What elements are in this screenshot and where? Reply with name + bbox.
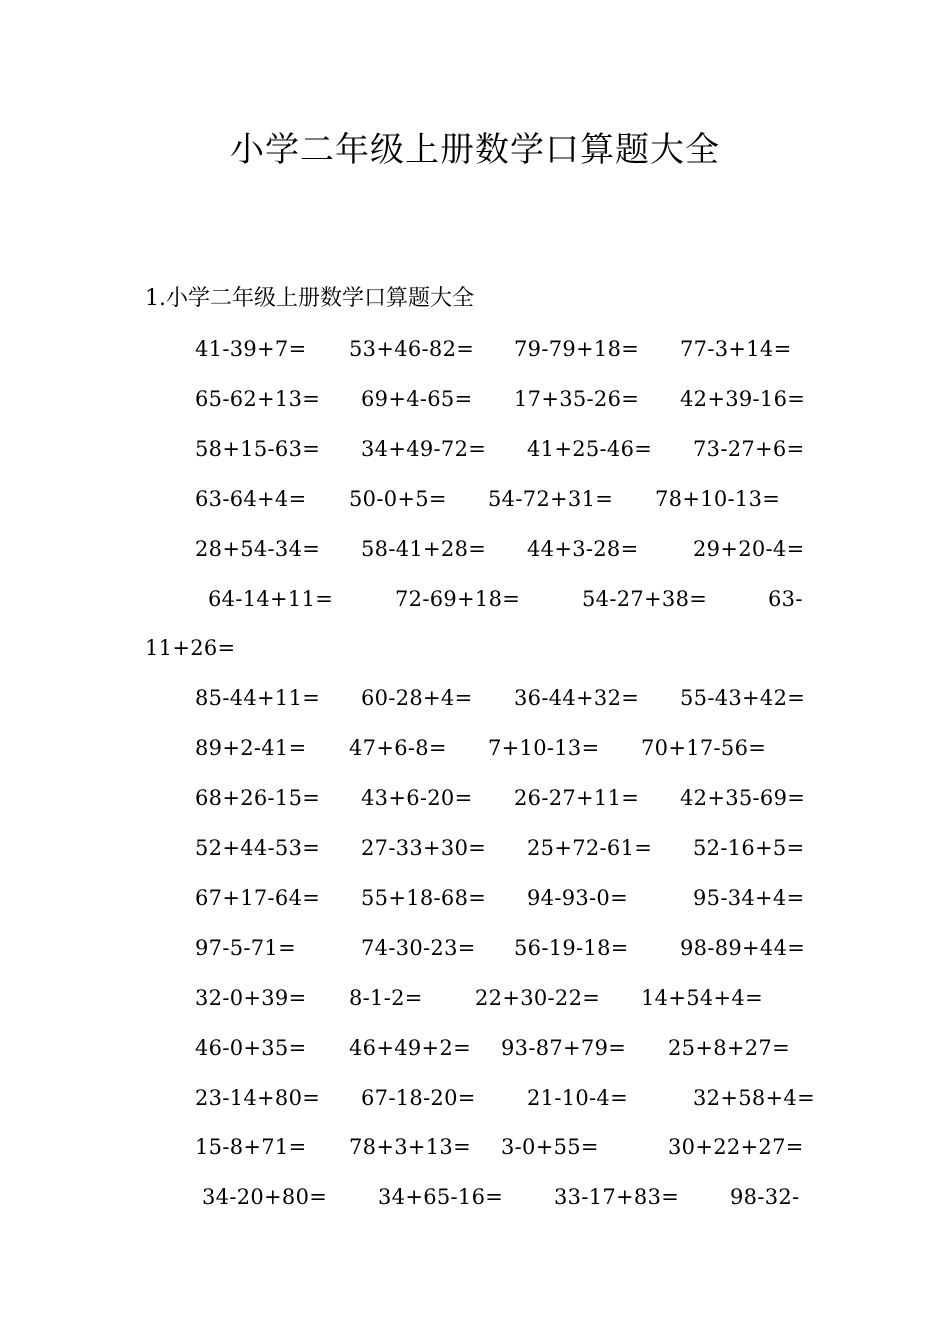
problem-item: 27-33+30= xyxy=(361,836,487,860)
problem-row xyxy=(0,333,950,365)
page-title: 小学二年级上册数学口算题大全 xyxy=(230,130,720,170)
problem-item: 26-27+11= xyxy=(514,786,640,811)
problem-row xyxy=(0,882,950,914)
problem-item: 68+26-15= xyxy=(195,786,321,811)
problem-row xyxy=(0,682,950,714)
problem-item: 34+65-16= xyxy=(378,1185,504,1210)
problem-item: 72-69+18= xyxy=(395,586,521,611)
problem-item: 79-79+18= xyxy=(514,337,640,361)
problem-item: 52+44-53= xyxy=(195,836,321,860)
problem-item: 34+49-72= xyxy=(361,436,487,461)
problem-item: 60-28+4= xyxy=(361,686,473,711)
problem-row xyxy=(0,483,950,515)
problem-item: 33-17+83= xyxy=(554,1185,680,1210)
problem-item: 73-27+6= xyxy=(693,436,805,461)
problem-item: 78+10-13= xyxy=(655,486,781,511)
problem-item: 42+35-69= xyxy=(680,786,806,811)
problem-row xyxy=(0,1131,950,1163)
problem-row xyxy=(0,533,950,565)
problem-item: 58-41+28= xyxy=(361,536,487,561)
problem-item: 53+46-82= xyxy=(349,337,475,361)
problem-item: 55-43+42= xyxy=(680,686,806,711)
problem-item: 63- xyxy=(768,586,803,611)
problem-item: 23-14+80= xyxy=(195,1085,321,1110)
problem-item: 70+17-56= xyxy=(641,736,767,761)
problem-item: 69+4-65= xyxy=(361,386,473,411)
problem-row xyxy=(0,732,950,764)
problem-row xyxy=(0,383,950,415)
problem-item: 43+6-20= xyxy=(361,786,473,811)
problem-item: 42+39-16= xyxy=(680,386,806,411)
problem-item: 46+49+2= xyxy=(349,1035,471,1060)
problem-row xyxy=(0,832,950,864)
problem-item: 98-32- xyxy=(730,1185,800,1210)
problem-item: 89+2-41= xyxy=(195,736,307,761)
problem-row xyxy=(0,583,950,615)
problem-item: 63-64+4= xyxy=(195,486,307,511)
problem-item: 30+22+27= xyxy=(668,1135,804,1160)
problem-item: 64-14+11= xyxy=(208,586,334,611)
problem-item: 21-10-4= xyxy=(527,1085,628,1110)
problem-item: 32+58+4= xyxy=(693,1085,815,1110)
problem-row xyxy=(0,782,950,814)
problem-item: 34-20+80= xyxy=(202,1185,328,1210)
problem-item: 36-44+32= xyxy=(514,686,640,711)
problem-row xyxy=(0,632,950,664)
problem-item: 94-93-0= xyxy=(527,885,628,910)
problem-item: 98-89+44= xyxy=(680,935,806,960)
problem-item: 54-27+38= xyxy=(582,586,708,611)
problem-item: 85-44+11= xyxy=(195,686,321,711)
problem-row xyxy=(0,932,950,964)
problem-item: 32-0+39= xyxy=(195,985,307,1010)
problem-item: 29+20-4= xyxy=(693,536,805,561)
problem-item: 44+3-28= xyxy=(527,536,639,561)
problem-row xyxy=(0,1032,950,1064)
problem-item: 52-16+5= xyxy=(693,836,805,860)
problem-item: 7+10-13= xyxy=(488,736,600,761)
problem-item: 46-0+35= xyxy=(195,1035,307,1060)
problem-item: 41+25-46= xyxy=(527,436,653,461)
problem-item: 77-3+14= xyxy=(680,337,792,361)
problem-item: 22+30-22= xyxy=(475,985,601,1010)
problem-item: 25+8+27= xyxy=(668,1035,790,1060)
problem-item: 25+72-61= xyxy=(527,836,653,860)
problem-item: 95-34+4= xyxy=(693,885,805,910)
problem-item: 67+17-64= xyxy=(195,885,321,910)
problem-item: 58+15-63= xyxy=(195,436,321,461)
problem-item: 28+54-34= xyxy=(195,536,321,561)
problem-item: 11+26= xyxy=(145,636,236,661)
problem-item: 97-5-71= xyxy=(195,935,296,960)
problem-item: 55+18-68= xyxy=(361,885,487,910)
problem-item: 74-30-23= xyxy=(361,935,476,960)
problem-item: 54-72+31= xyxy=(488,486,614,511)
problem-item: 17+35-26= xyxy=(514,386,640,411)
problem-item: 47+6-8= xyxy=(349,736,447,761)
problem-row xyxy=(0,1082,950,1114)
section-heading: 1.小学二年级上册数学口算题大全 xyxy=(145,286,474,311)
problem-item: 50-0+5= xyxy=(349,486,447,511)
problem-item: 78+3+13= xyxy=(349,1135,471,1160)
problem-item: 41-39+7= xyxy=(195,337,307,361)
problem-item: 93-87+79= xyxy=(501,1035,627,1060)
problem-item: 3-0+55= xyxy=(501,1135,599,1160)
problem-item: 15-8+71= xyxy=(195,1135,307,1160)
problem-item: 67-18-20= xyxy=(361,1085,476,1110)
problem-item: 65-62+13= xyxy=(195,386,321,411)
problem-item: 8-1-2= xyxy=(349,985,423,1010)
problem-item: 56-19-18= xyxy=(514,935,629,960)
problem-row xyxy=(0,1181,950,1213)
problem-item: 14+54+4= xyxy=(641,985,763,1010)
problem-row xyxy=(0,433,950,465)
problem-row xyxy=(0,982,950,1014)
